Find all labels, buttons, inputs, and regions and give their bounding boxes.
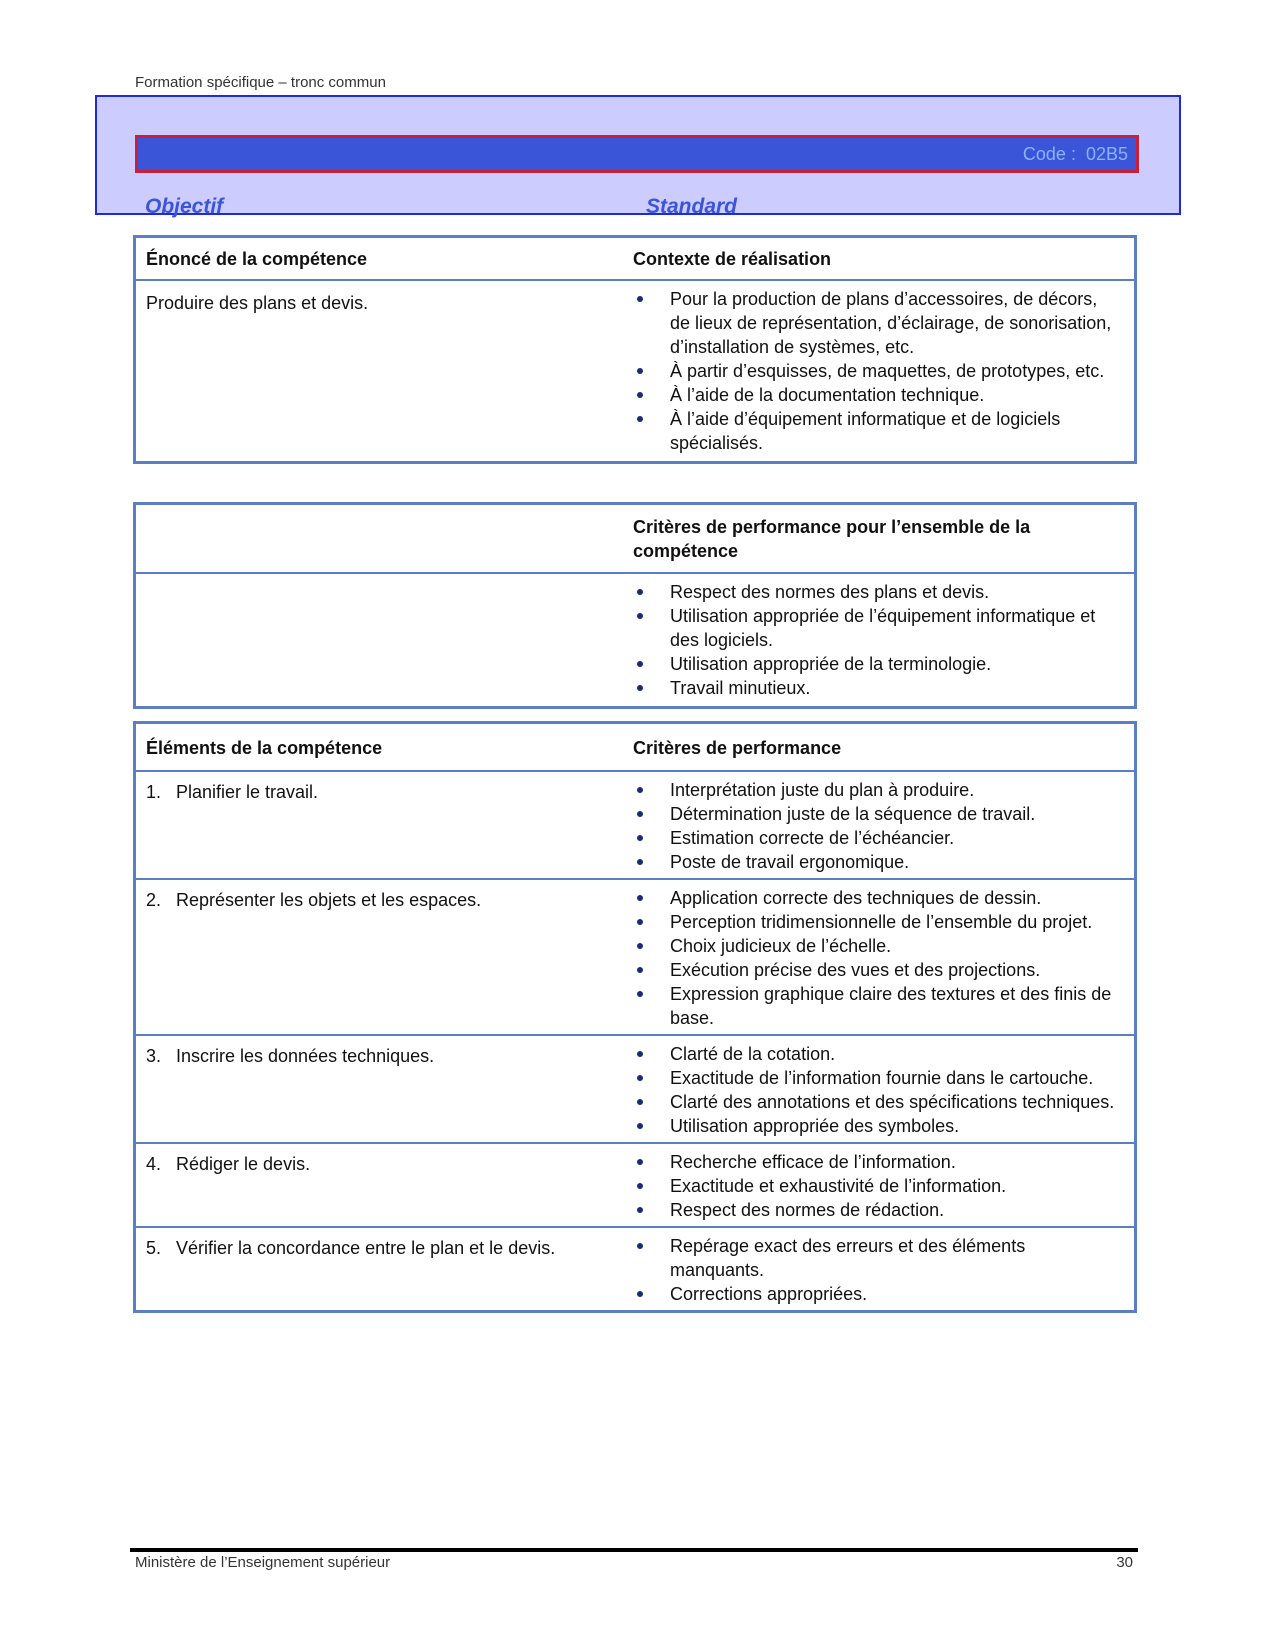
page-number: 30 [1116,1554,1133,1571]
objectif-label: Objectif [145,195,224,218]
list-item: Estimation correcte de l’échéancier. [633,826,1120,850]
criteres-ensemble-list [633,580,1120,700]
list-item: Utilisation appropriée des symboles. [633,1114,1120,1138]
element-text: Représenter les objets et les espaces. [176,890,482,910]
list-item: Perception tridimensionnelle de l’ensemble du projet. [633,910,1120,934]
elements-header: Éléments de la compétence [146,738,383,758]
contexte-list [633,287,1120,455]
code-bar [135,135,1139,173]
criteria-list [633,1150,1120,1222]
standard-label: Standard [646,195,738,218]
list-item: À partir d’esquisses, de maquettes, de prototypes, etc. [633,359,1120,383]
list-item: Exécution précise des vues et des projections. [633,958,1120,982]
list-item: Respect des normes des plans et devis. [633,580,1120,604]
list-item: Application correcte des techniques de dessin. [633,886,1120,910]
element-text: Vérifier la concordance entre le plan et le devis. [176,1238,556,1258]
competence-table [133,235,1137,464]
contexte-header: Contexte de réalisation [633,249,832,269]
criteria-list [633,778,1120,874]
list-item: Travail minutieux. [633,676,1120,700]
code-label: Code : [1022,143,1076,164]
element-number: 4. [146,1154,162,1174]
header-band [95,95,1181,218]
table-row [136,1034,1134,1142]
element-text: Inscrire les données techniques. [176,1046,435,1066]
criteres-header: Critères de performance [633,738,842,758]
criteria-list [633,1234,1120,1306]
table-row [136,770,1134,878]
criteria-list [633,886,1120,1030]
list-item: À l’aide d’équipement informatique et de logiciels spécialisés. [633,407,1120,455]
footer-divider [130,1548,1138,1552]
table-row [136,878,1134,1034]
list-item: Détermination juste de la séquence de travail. [633,802,1120,826]
footer-text: Ministère de l’Enseignement supérieur [135,1554,391,1571]
enonce-text: Produire des plans et devis. [146,293,369,313]
element-text: Planifier le travail. [176,782,319,802]
list-item: Poste de travail ergonomique. [633,850,1120,874]
list-item: Clarté des annotations et des spécifications techniques. [633,1090,1120,1114]
elements-table [133,721,1137,1313]
list-item: Utilisation appropriée de l’équipement informatique et des logiciels. [633,604,1120,652]
list-item: Interprétation juste du plan à produire. [633,778,1120,802]
element-text: Rédiger le devis. [176,1154,311,1174]
criteres-ensemble-table [133,502,1137,709]
list-item: Exactitude et exhaustivité de l’information. [633,1174,1120,1198]
list-item: Respect des normes de rédaction. [633,1198,1120,1222]
list-item: Clarté de la cotation. [633,1042,1120,1066]
enonce-header: Énoncé de la compétence [146,249,368,269]
running-header: Formation spécifique – tronc commun [135,74,386,91]
criteria-list [633,1042,1120,1138]
element-number: 2. [146,890,162,910]
list-item: Corrections appropriées. [633,1282,1120,1306]
table-row [136,1226,1134,1310]
list-item: Pour la production de plans d’accessoires, de décors, de lieux de représentation, d’éclairage, de sonorisation, d’installation de systèmes, etc. [633,287,1120,359]
element-number: 3. [146,1046,162,1066]
list-item: Exactitude de l’information fournie dans le cartouche. [633,1066,1120,1090]
list-item: Choix judicieux de l’échelle. [633,934,1120,958]
element-number: 1. [146,782,162,802]
criteres-ensemble-header: Critères de performance pour l’ensemble de la compétence [633,517,1031,561]
list-item: Utilisation appropriée de la terminologie. [633,652,1120,676]
list-item: Recherche efficace de l’information. [633,1150,1120,1174]
table-row [136,1142,1134,1226]
list-item: Expression graphique claire des textures et des finis de base. [633,982,1120,1030]
list-item: À l’aide de la documentation technique. [633,383,1120,407]
element-number: 5. [146,1238,162,1258]
list-item: Repérage exact des erreurs et des éléments manquants. [633,1234,1120,1282]
code-value: 02B5 [1085,143,1128,164]
